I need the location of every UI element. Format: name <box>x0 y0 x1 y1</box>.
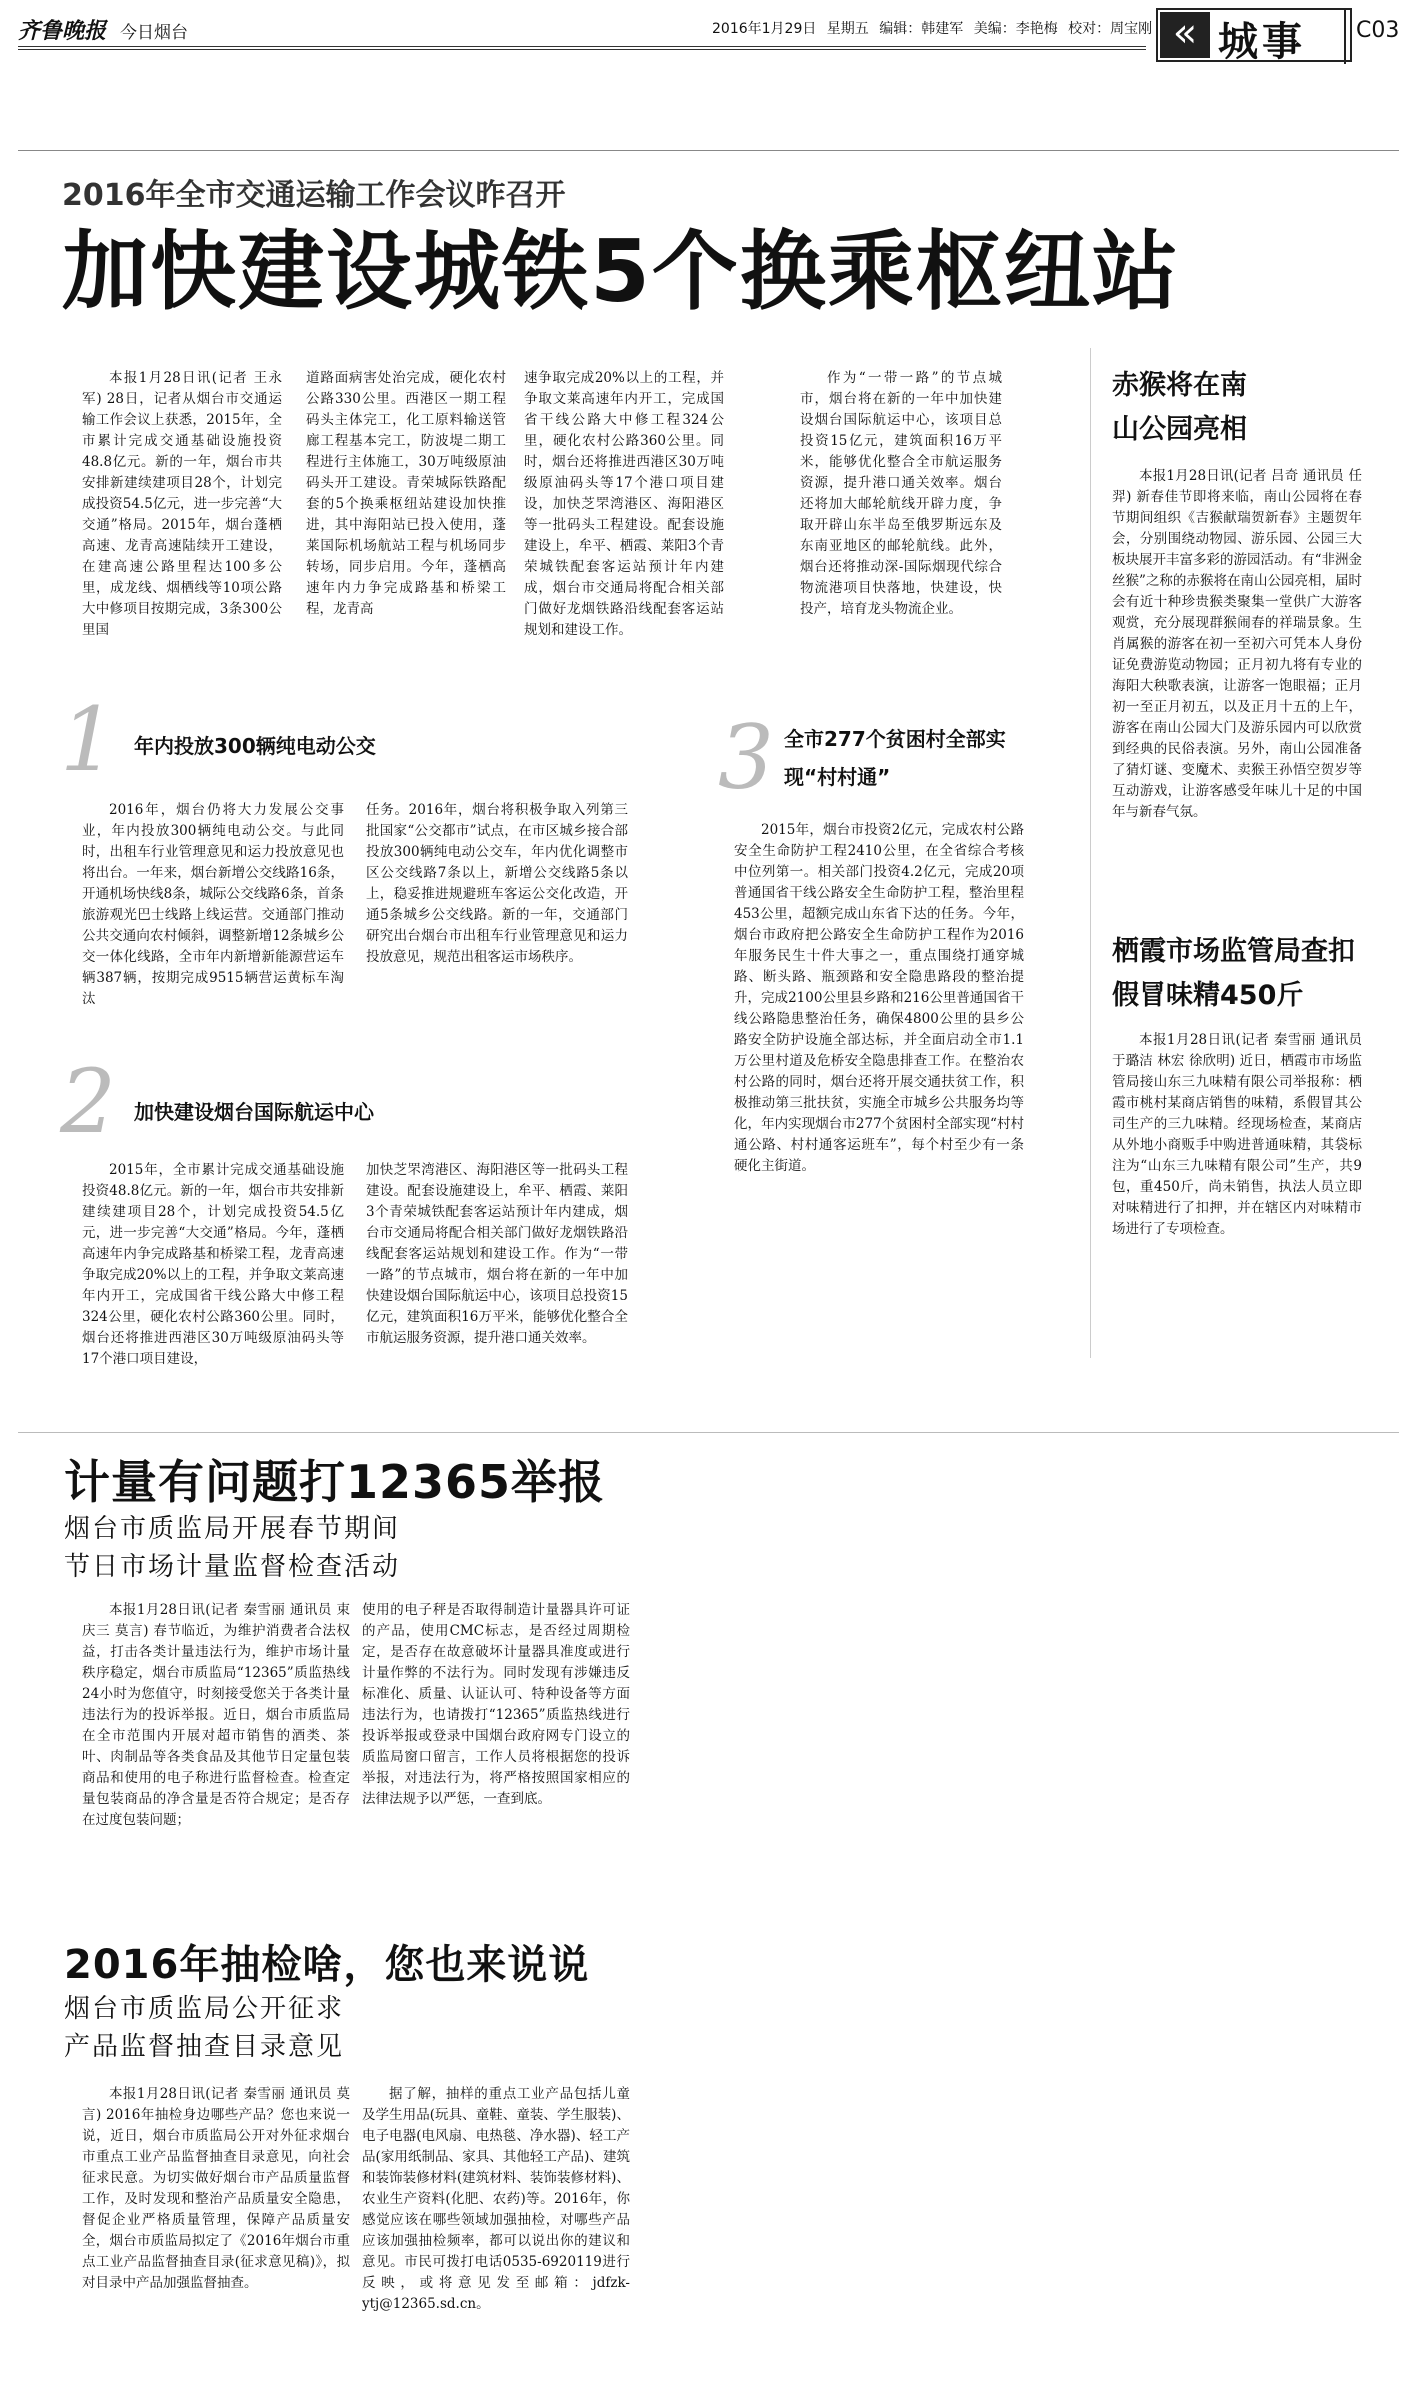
art2-deck-1: 烟台市质监局开展春节期间 <box>64 1514 401 1544</box>
art2-col-1: 本报1月28日讯(记者 秦雪丽 通讯员 束庆三 莫言) 春节临近，为维护消费者合法权益，打击各类计量违法行为，维护市场计量秩序稳定，烟台市质监局“12365”质监热线24小时为您值守，时刻接受您关于各类计量违法行为的投诉举报。近日，烟台市质监局在全市范围内开展对超市销售的酒类、茶叶、肉制品等各类食品及其他节日定量包装商品和使用的电子称进行监督检查。检查定量包装商品的净含量是否符合规定；是否存在过度包装问题； <box>82 1602 350 1828</box>
art3-headline: 2016年抽检啥，您也来说说 <box>64 1942 590 1988</box>
sec2-col-1: 2015年，全市累计完成交通基础设施投资48.8亿元。新的一年，烟台市共安排新建续建项目28个，计划完成投资54.5亿元，进一步完善“大交通”格局。今年，蓬栖高速年内争完成路基和桥梁工程，龙青高速争取完成20%以上的工程，并争取文莱高速年内开工，完成国省干线公路大中修工程324公里，硬化农村公路360公里。同时，烟台还将推进西港区30万吨级原油码头等17个港口项目建设， <box>82 1162 344 1367</box>
section-name: 城事 <box>1218 19 1306 65</box>
chevron-left-icon: « <box>1160 12 1210 58</box>
lead-col-3: 速争取完成20%以上的工程，并争取文莱高速年内开工，完成国省干线公路大中修工程324公里，硬化农村公路360公里。同时，烟台还将推进西港区30万吨级原油码头等17个港口项目建设，加快芝罘湾港区、海阳港区等一批码头工程建设。配套设施建设上，牟平、栖霞、莱阳3个青荣城铁配套客运站预计年内建成，烟台市交通局将配合相关部门做好龙烟铁路沿线配套客运站规划和建设工作。 <box>524 370 724 638</box>
side2-title: 栖霞市场监管局查扣假冒味精450斤 <box>1112 936 1355 1011</box>
side2-body: 本报1月28日讯(记者 秦雪丽 通讯员 于璐洁 林宏 徐欣明) 近日，栖霞市市场监管局接山东三九味精有限公司举报称：栖霞市桃村某商店销售的味精，系假冒其公司生产的三九味精。经现场检查，某商店从外地小商贩手中购进普通味精，其袋标注为“山东三九味精有限公司”生产，共9包，重450斤，尚未销售，执法人员立即对味精进行了扣押，并在辖区内对味精市场进行了专项检查。 <box>1112 1032 1362 1237</box>
section-number-2: 2 <box>60 1050 116 1153</box>
art3-deck-2: 产品监督抽查目录意见 <box>64 2032 345 2062</box>
lead-col-1: 本报1月28日讯(记者 王永军) 28日，记者从烟台市交通运输工作会议上获悉，2015年，全市累计完成交通基础设施投资48.8亿元。新的一年，烟台市共安排新建续建项目28个，计划完成投资54.5亿元，进一步完善“大交通”格局。2015年，烟台蓬栖高速、龙青高速陆续开工建设，在建高速公路里程达100多公里，成龙线、烟栖线等10项公路大中修项目按期完成，3条300公里国 <box>82 370 282 638</box>
newspaper-logo: 齐鲁晚报 <box>18 18 107 44</box>
section-number-3: 3 <box>718 706 774 809</box>
art2-col-2: 使用的电子秤是否取得制造计量器具许可证的产品，使用CMC标志，是否经过周期检定，是否存在故意破坏计量器具准度或进行计量作弊的不法行为。同时发现有涉嫌违反标准化、质量、认证认可、特种设备等方面违法行为，也请拨打“12365”质监热线进行投诉举报或登录中国烟台政府网专门设立的质监局窗口留言，工作人员将根据您的投诉举报，对违法行为，将严格按照国家相应的法律法规予以严惩，一查到底。 <box>362 1602 630 1807</box>
header-rule <box>18 46 1146 47</box>
issue-meta: 2016年1月29日 星期五 编辑：韩建军 美编：李艳梅 校对：周宝刚 <box>712 21 1153 37</box>
section-tag: 今日烟台 <box>120 23 188 43</box>
page-number: C03 <box>1356 18 1400 43</box>
mid-rule <box>18 1432 1399 1433</box>
art2-deck-2: 节日市场计量监督检查活动 <box>64 1552 401 1582</box>
sec2-title: 加快建设烟台国际航运中心 <box>134 1100 374 1124</box>
page-header <box>0 0 1417 70</box>
sec1-col-2: 任务。2016年，烟台将积极争取入列第三批国家“公交都市”试点，在市区城乡接合部投放300辆纯电动公交车，年内优化调整市区公交线路7条以上，新增公交线路5条以上，稳妥推进规避班车客运公交化改造，开通5条城乡公交线路。新的一年，交通部门研究出台烟台市出租车行业管理意见和运力投放意见，规范出租客运市场秩序。 <box>366 802 628 965</box>
art3-col-2: 据了解，抽样的重点工业产品包括儿童及学生用品(玩具、童鞋、童装、学生服装)、电子电器(电风扇、电热毯、净水器)、轻工产品(家用纸制品、家具、其他轻工产品)、建筑和装饰装修材料(建筑材料、装饰装修材料)、农业生产资料(化肥、农药)等。2016年，你感觉应该在哪些领域加强抽检，对哪些产品应该加强抽检频率，都可以说出你的建议和意见。市民可拨打电话0535-6920119进行反映，或将意见发至邮箱：jdfzk-ytj@12365.sd.cn。 <box>362 2086 630 2312</box>
sidebar-divider <box>1090 348 1091 1358</box>
lead-col-2: 道路面病害处治完成，硬化农村公路330公里。西港区一期工程码头主体完工，化工原料输送管廊工程基本完工，防波堤二期工程进行主体施工，30万吨级原油码头开工建设。青荣城际铁路配套的5个换乘枢纽站建设加快推进，其中海阳站已投入使用，蓬莱国际机场航站工程与机场同步转场，同步启用。今年，蓬栖高速年内力争完成路基和桥梁工程，龙青高 <box>306 370 506 617</box>
lead-headline: 加快建设城铁5个换乘枢纽站 <box>62 222 1180 322</box>
lead-col-4: 作为“一带一路”的节点城市，烟台将在新的一年中加快建设烟台国际航运中心，该项目总投资15亿元，建筑面积16万平米，能够优化整合全市航运服务资源，提升港口通关效率。烟台还将加大邮轮航线开辟力度，争取开辟山东半岛至俄罗斯远东及东南亚地区的邮轮航线。此外，烟台还将推动深-国际烟现代综合物流港项目快落地，快建设，快投产，培育龙头物流企业。 <box>800 370 1002 617</box>
art3-col-1: 本报1月28日讯(记者 秦雪丽 通讯员 莫言) 2016年抽检身边哪些产品？您也来说一说，近日，烟台市质监局公开对外征求烟台市重点工业产品监督抽查目录意见，向社会征求民意。为切实做好烟台市产品质量监督工作，及时发现和整治产品质量安全隐患，督促企业严格质量管理，保障产品质量安全，烟台市质监局拟定了《2016年烟台市重点工业产品监督抽查目录(征求意见稿)》，拟对目录中产品加强监督抽查。 <box>82 2086 350 2291</box>
side1-body: 本报1月28日讯(记者 吕奇 通讯员 任羿) 新春佳节即将来临，南山公园将在春节期间组织《吉猴献瑞贺新春》主题贺年会，分别围绕动物园、游乐园、公园三大板块展开丰富多彩的游园活动。有“非洲金丝猴”之称的赤猴将在南山公园亮相，届时会有近十种珍贵猴类聚集一堂供广大游客观赏，充分展现群猴闹春的祥瑞景象。生肖属猴的游客在初一至初六可凭本人身份证免费游览动物园；正月初九将有专业的海阳大秧歌表演，让游客一饱眼福；正月初一至正月初五，以及正月十五的上午，游客在南山公园大门及游乐园内可以欣赏到经典的民俗表演。另外，南山公园准备了猜灯谜、变魔术、卖猴王孙悟空贺岁等互动游戏，让游客感受年味儿十足的中国年与新春气氛。 <box>1112 468 1362 820</box>
section-divider <box>1344 8 1346 64</box>
sec1-title: 年内投放300辆纯电动公交 <box>134 734 376 758</box>
side1-title: 赤猴将在南山公园亮相 <box>1112 370 1247 445</box>
art2-headline: 计量有问题打12365举报 <box>64 1455 606 1509</box>
top-rule <box>18 150 1399 151</box>
lead-kicker: 2016年全市交通运输工作会议昨召开 <box>62 178 566 213</box>
sec3-col: 2015年，烟台市投资2亿元，完成农村公路安全生命防护工程2410公里，在全省综合考核中位列第一。相关部门投资4.2亿元，完成20项普通国省干线公路安全生命防护工程，整治里程453公里，超额完成山东省下达的任务。今年，烟台市政府把公路安全生命防护工程作为2016年服务民生十件大事之一，重点围绕打通穿城路、断头路、瓶颈路和安全隐患路段的整治提升，完成2100公里县乡路和216公里普通国省干线公路隐患整治任务，确保4800公里的县乡公路安全防护设施全部达标，并全面启动全市1.1万公里村道及危桥安全隐患排查工作。在整治农村公路的同时，烟台还将开展交通扶贫工作，积极推动第三批扶贫，实施全市城乡公共服务均等化，年内实现烟台市277个贫困村全部实现“村村通公路、村村通客运班车”，每个村至少有一条硬化主街道。 <box>734 822 1024 1174</box>
section-number-1: 1 <box>60 688 116 791</box>
header-rule-2 <box>18 49 1146 50</box>
sec1-col-1: 2016年，烟台仍将大力发展公交事业，年内投放300辆纯电动公交。与此同时，出租车行业管理意见和运力投放意见也将出台。一年来，烟台新增公交线路16条，开通机场快线8条，城际公交线路6条，首条旅游观光巴士线路上线运营。交通部门推动公共交通向农村倾斜，调整新增12条城乡公交一体化线路，全市年内新增新能源营运车辆387辆，按期完成9515辆营运黄标车淘汰 <box>82 802 344 1007</box>
sec2-col-2: 加快芝罘湾港区、海阳港区等一批码头工程建设。配套设施建设上，牟平、栖霞、莱阳3个青荣城铁配套客运站预计年内建成，烟台市交通局将配合相关部门做好龙烟铁路沿线配套客运站规划和建设工作。作为“一带一路”的节点城市，烟台将在新的一年中加快建设烟台国际航运中心，该项目总投资15亿元，建筑面积16万平米，能够优化整合全市航运服务资源，提升港口通关效率。 <box>366 1162 628 1346</box>
sec3-title: 全市277个贫困村全部实现“村村通” <box>784 727 1006 789</box>
art3-deck-1: 烟台市质监局公开征求 <box>64 1994 345 2024</box>
